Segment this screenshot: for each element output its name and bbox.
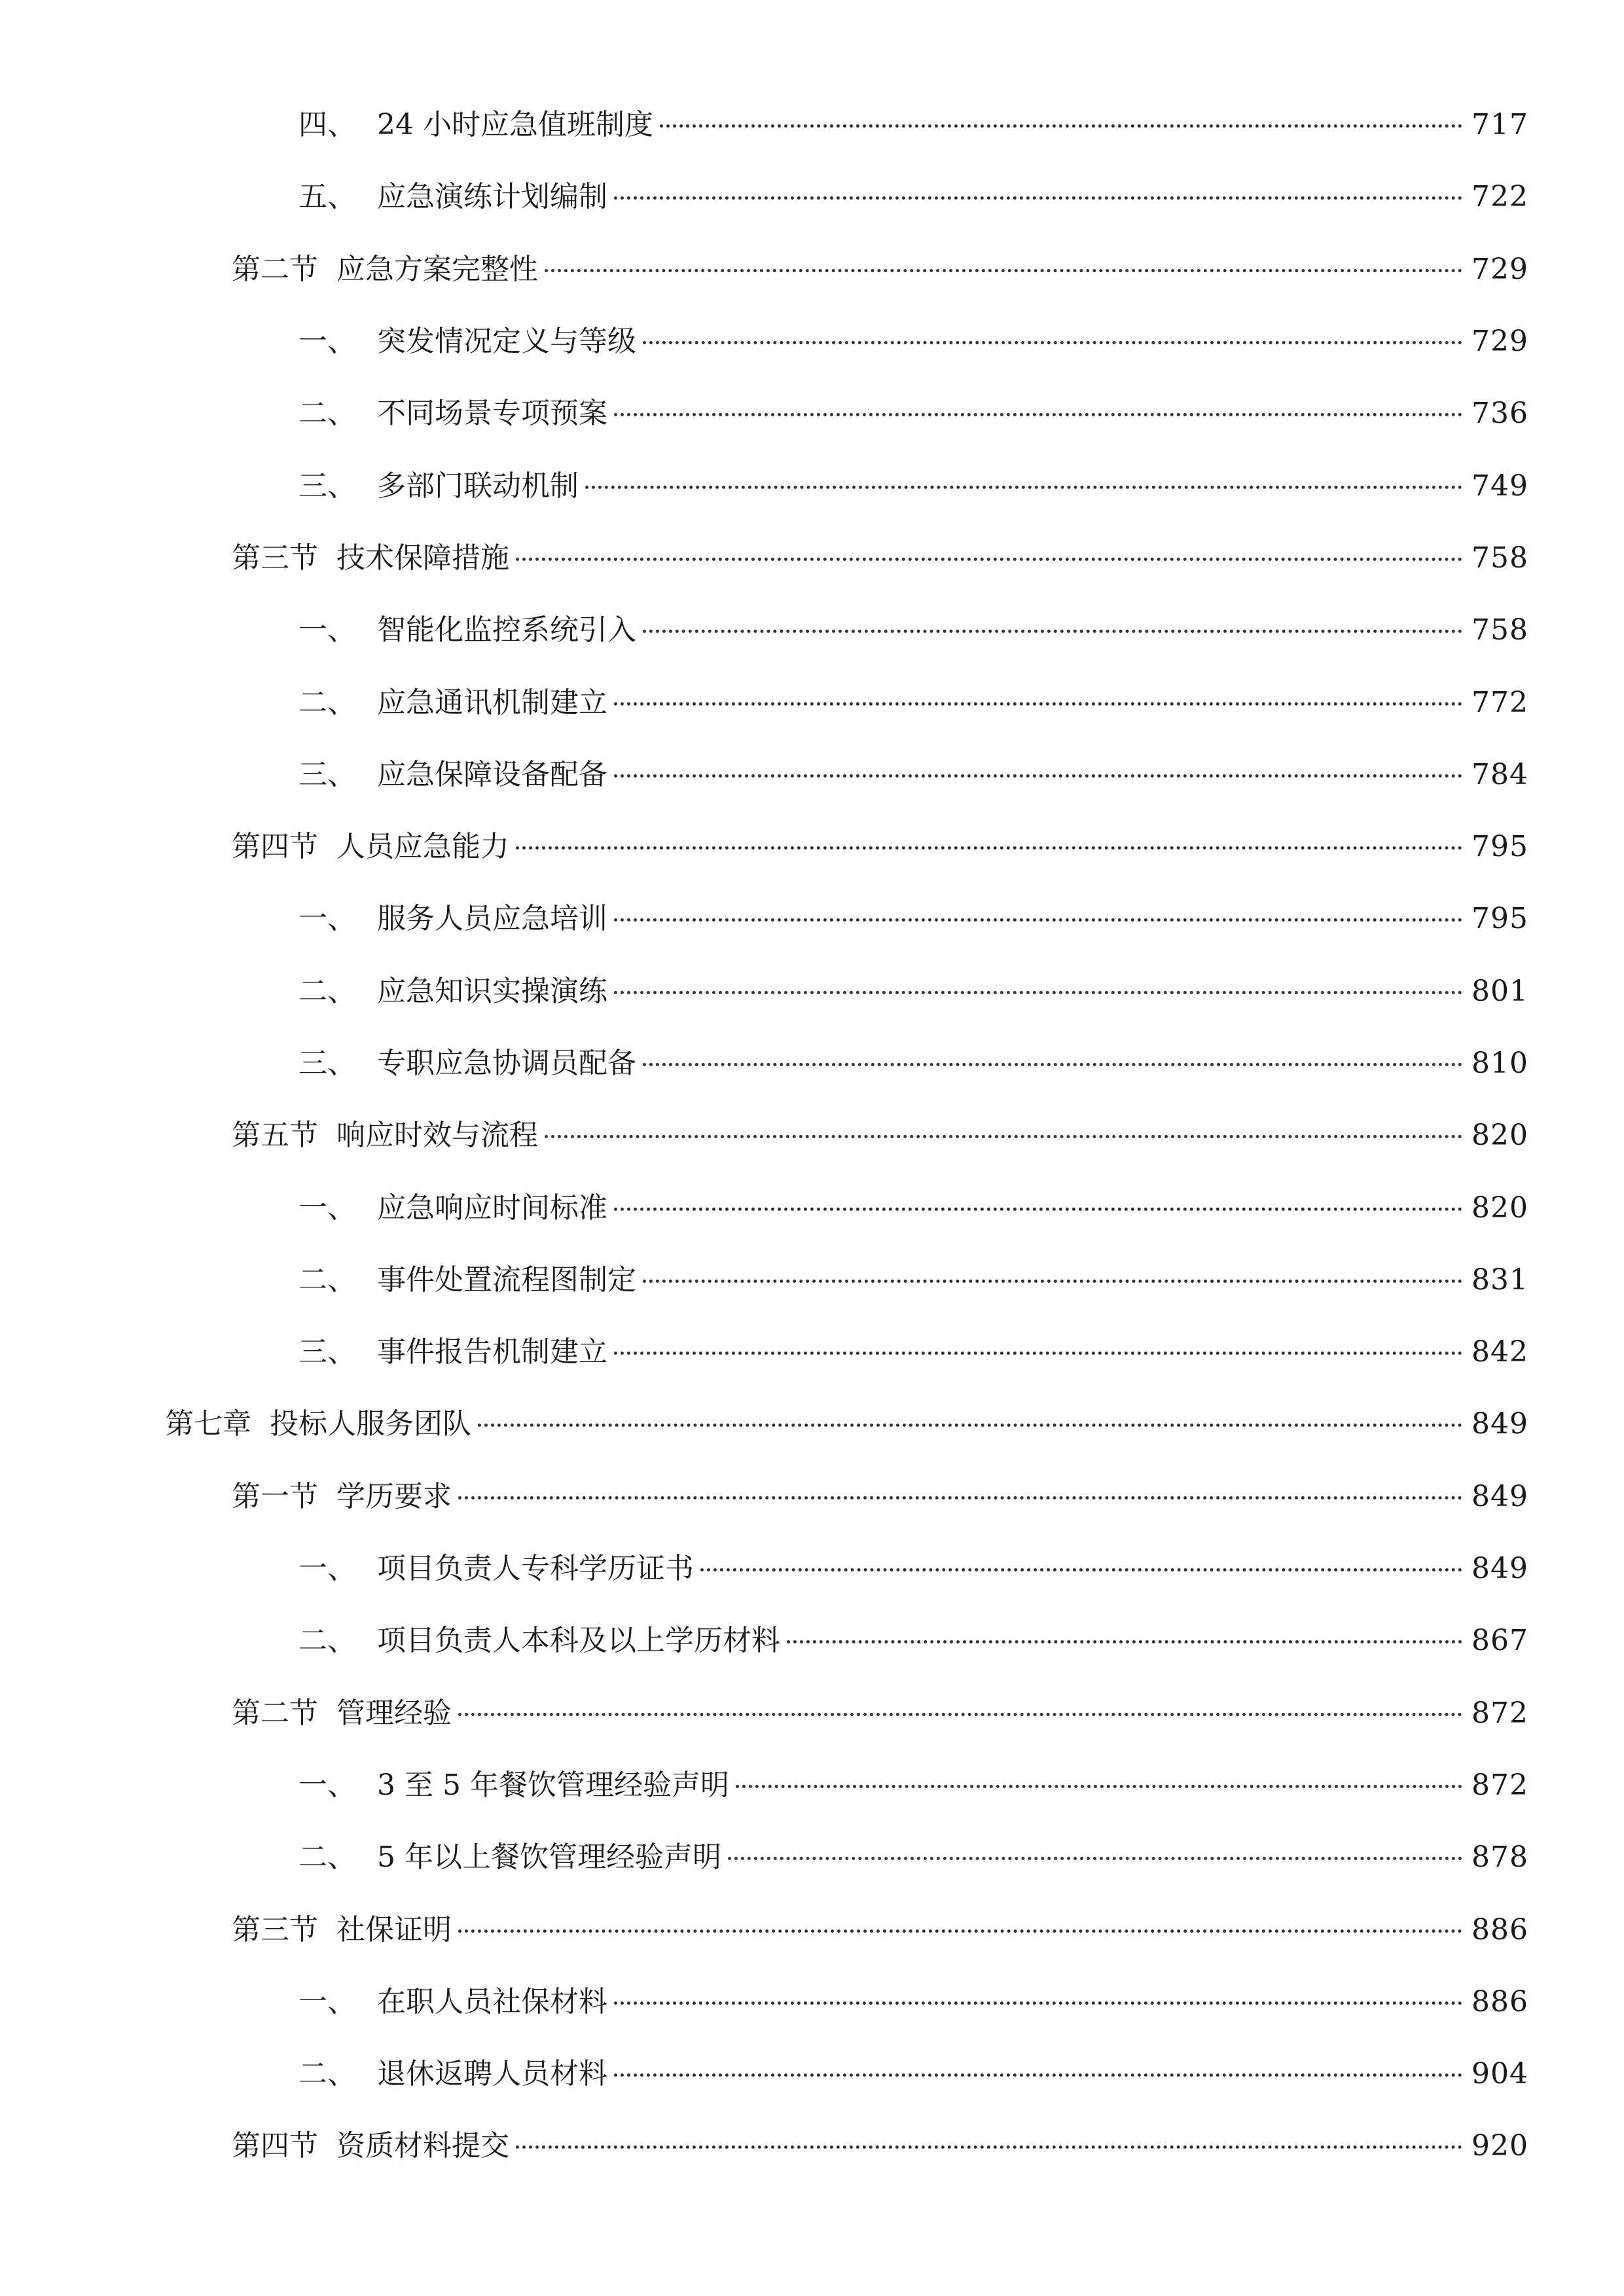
toc-entry-number: 一、 — [298, 1552, 356, 1586]
toc-entry[interactable] — [0, 1172, 1624, 1244]
toc-section-number: 第四节 — [232, 830, 318, 864]
toc-entry-number: 一、 — [298, 902, 356, 936]
toc-entry-page: 772 — [1471, 685, 1528, 719]
toc-entry-number: 三、 — [298, 1047, 356, 1080]
toc-entry-page: 722 — [1471, 180, 1528, 214]
dot-leader — [787, 1640, 1462, 1643]
toc-section-number: 第三节 — [232, 541, 318, 575]
toc-entry-page: 904 — [1471, 2057, 1528, 2091]
toc-section-page: 920 — [1471, 2129, 1528, 2163]
toc-entry[interactable] — [0, 1028, 1624, 1100]
toc-entry-number: 二、 — [298, 2057, 356, 2091]
toc-entry-title: 项目负责人本科及以上学历材料 — [377, 1624, 780, 1658]
toc-entry[interactable] — [0, 1605, 1624, 1677]
toc-entry-number: 五、 — [298, 180, 356, 214]
dot-leader — [614, 2073, 1462, 2077]
toc-entry-page: 820 — [1471, 1191, 1528, 1225]
toc-entry-page: 717 — [1471, 108, 1528, 142]
toc-entry[interactable] — [0, 956, 1624, 1028]
toc-section[interactable] — [0, 1100, 1624, 1172]
toc-section-number: 第五节 — [232, 1119, 318, 1153]
toc-entry-page: 810 — [1471, 1047, 1528, 1080]
dot-leader — [585, 486, 1462, 489]
dot-leader — [614, 702, 1462, 706]
toc-entry-page: 878 — [1471, 1840, 1528, 1874]
toc-entry-title: 应急响应时间标准 — [377, 1191, 607, 1225]
toc-entry-page: 784 — [1471, 757, 1528, 791]
toc-entry[interactable] — [0, 883, 1624, 955]
toc-entry-title: 突发情况定义与等级 — [377, 325, 636, 359]
toc-entry-title: 多部门联动机制 — [377, 469, 579, 503]
toc-entry-page: 736 — [1471, 397, 1528, 431]
toc-section-page: 729 — [1471, 252, 1528, 286]
toc-entry[interactable] — [0, 1821, 1624, 1893]
dot-leader — [736, 1785, 1462, 1788]
toc-entry[interactable] — [0, 89, 1624, 161]
toc-entry-title: 5 年以上餐饮管理经验声明 — [377, 1840, 721, 1874]
toc-entry-number: 三、 — [298, 757, 356, 791]
dot-leader — [614, 774, 1462, 778]
toc-entry-title: 事件报告机制建立 — [377, 1335, 607, 1369]
toc-entry-number: 二、 — [298, 1263, 356, 1297]
toc-section-title: 人员应急能力 — [336, 830, 509, 864]
dot-leader — [614, 413, 1462, 416]
toc-entry-title: 智能化监控系统引入 — [377, 613, 636, 647]
dot-leader — [728, 1857, 1462, 1860]
dot-leader — [516, 558, 1462, 561]
toc-section-page: 886 — [1471, 1912, 1528, 1946]
toc-entry-page: 795 — [1471, 902, 1528, 936]
toc-chapter[interactable] — [0, 1388, 1624, 1460]
toc-entry-number: 二、 — [298, 974, 356, 1008]
toc-entry[interactable] — [0, 1533, 1624, 1605]
dot-leader — [643, 630, 1462, 633]
toc-entry-title: 事件处置流程图制定 — [377, 1263, 636, 1297]
dot-leader — [458, 1713, 1462, 1716]
toc-entry-title: 退休返聘人员材料 — [377, 2057, 607, 2091]
dot-leader — [458, 1496, 1462, 1499]
toc-section-page: 758 — [1471, 541, 1528, 575]
dot-leader — [516, 2145, 1462, 2149]
dot-leader — [545, 269, 1462, 272]
dot-leader — [614, 1208, 1462, 1211]
toc-entry[interactable] — [0, 2038, 1624, 2110]
toc-section[interactable] — [0, 522, 1624, 594]
toc-section-page: 795 — [1471, 830, 1528, 864]
dot-leader — [643, 1063, 1462, 1066]
toc-section-number: 第三节 — [232, 1912, 318, 1946]
toc-entry-number: 一、 — [298, 613, 356, 647]
toc-section-number: 第二节 — [232, 252, 318, 286]
toc-entry-number: 一、 — [298, 1191, 356, 1225]
dot-leader — [516, 846, 1462, 850]
dot-leader — [614, 1352, 1462, 1355]
toc-entry-number: 二、 — [298, 1840, 356, 1874]
toc-entry-title: 在职人员社保材料 — [377, 1984, 607, 2018]
toc-entry-title: 应急演练计划编制 — [377, 180, 607, 214]
toc-section-number: 第四节 — [232, 2129, 318, 2163]
dot-leader — [458, 1929, 1462, 1933]
toc-entry[interactable] — [0, 594, 1624, 666]
toc-entry[interactable] — [0, 450, 1624, 522]
toc-entry-title: 3 至 5 年餐饮管理经验声明 — [377, 1768, 729, 1802]
toc-entry-page: 758 — [1471, 613, 1528, 647]
toc-section-title: 管理经验 — [336, 1696, 452, 1730]
dot-leader — [614, 196, 1462, 200]
dot-leader — [660, 124, 1462, 128]
dot-leader — [643, 1280, 1462, 1283]
toc-entry-page: 831 — [1471, 1263, 1528, 1297]
toc-entry-number: 二、 — [298, 685, 356, 719]
toc-entry-title: 项目负责人专科学历证书 — [377, 1552, 694, 1586]
toc-entry-number: 二、 — [298, 1624, 356, 1658]
dot-leader — [614, 2001, 1462, 2005]
dot-leader — [478, 1424, 1462, 1427]
toc-entry[interactable] — [0, 306, 1624, 378]
toc-section-title: 应急方案完整性 — [336, 252, 538, 286]
toc-entry-page: 801 — [1471, 974, 1528, 1008]
toc-section-number: 第二节 — [232, 1696, 318, 1730]
dot-leader — [643, 341, 1462, 344]
toc-entry-number: 二、 — [298, 397, 356, 431]
toc-entry[interactable] — [0, 378, 1624, 450]
toc-entry-number: 四、 — [298, 108, 356, 142]
toc-chapter-number: 第七章 — [165, 1407, 251, 1441]
toc-entry-number: 一、 — [298, 325, 356, 359]
toc-section[interactable] — [0, 2110, 1624, 2182]
dot-leader — [614, 991, 1462, 994]
toc-section-page: 872 — [1471, 1696, 1528, 1730]
toc-section[interactable] — [0, 1677, 1624, 1749]
toc-entry-page: 886 — [1471, 1984, 1528, 2018]
toc-entry-title: 应急通讯机制建立 — [377, 685, 607, 719]
toc-entry[interactable] — [0, 1244, 1624, 1316]
toc-entry[interactable] — [0, 161, 1624, 233]
toc-section-page: 849 — [1471, 1479, 1528, 1513]
toc-chapter-title: 投标人服务团队 — [270, 1407, 471, 1441]
dot-leader — [545, 1135, 1462, 1138]
table-of-contents — [0, 89, 1624, 2183]
toc-entry-page: 729 — [1471, 325, 1528, 359]
toc-section-page: 820 — [1471, 1119, 1528, 1153]
toc-entry-page: 867 — [1471, 1624, 1528, 1658]
toc-entry-title: 24 小时应急值班制度 — [377, 108, 653, 142]
toc-entry-page: 749 — [1471, 469, 1528, 503]
toc-entry-number: 一、 — [298, 1768, 356, 1802]
toc-section[interactable] — [0, 811, 1624, 883]
toc-entry-title: 专职应急协调员配备 — [377, 1047, 636, 1080]
toc-entry-page: 849 — [1471, 1552, 1528, 1586]
toc-section-title: 社保证明 — [336, 1912, 452, 1946]
toc-entry-number: 三、 — [298, 1335, 356, 1369]
toc-entry[interactable] — [0, 1966, 1624, 2038]
toc-section-title: 技术保障措施 — [336, 541, 509, 575]
toc-section-title: 资质材料提交 — [336, 2129, 509, 2163]
toc-section[interactable] — [0, 1893, 1624, 1965]
toc-section-title: 学历要求 — [336, 1479, 452, 1513]
toc-entry-title: 应急保障设备配备 — [377, 757, 607, 791]
toc-section-number: 第一节 — [232, 1479, 318, 1513]
toc-section[interactable] — [0, 1461, 1624, 1533]
toc-section-title: 响应时效与流程 — [336, 1119, 538, 1153]
toc-entry-title: 不同场景专项预案 — [377, 397, 607, 431]
toc-entry-number: 一、 — [298, 1984, 356, 2018]
toc-chapter-page: 849 — [1471, 1407, 1528, 1441]
toc-entry[interactable] — [0, 1749, 1624, 1821]
dot-leader — [614, 918, 1462, 922]
toc-entry[interactable] — [0, 1316, 1624, 1388]
dot-leader — [700, 1568, 1462, 1571]
toc-entry[interactable] — [0, 739, 1624, 811]
toc-entry-title: 服务人员应急培训 — [377, 902, 607, 936]
toc-entry-page: 872 — [1471, 1768, 1528, 1802]
toc-entry-number: 三、 — [298, 469, 356, 503]
toc-section[interactable] — [0, 234, 1624, 306]
toc-entry[interactable] — [0, 666, 1624, 738]
toc-entry-title: 应急知识实操演练 — [377, 974, 607, 1008]
toc-entry-page: 842 — [1471, 1335, 1528, 1369]
